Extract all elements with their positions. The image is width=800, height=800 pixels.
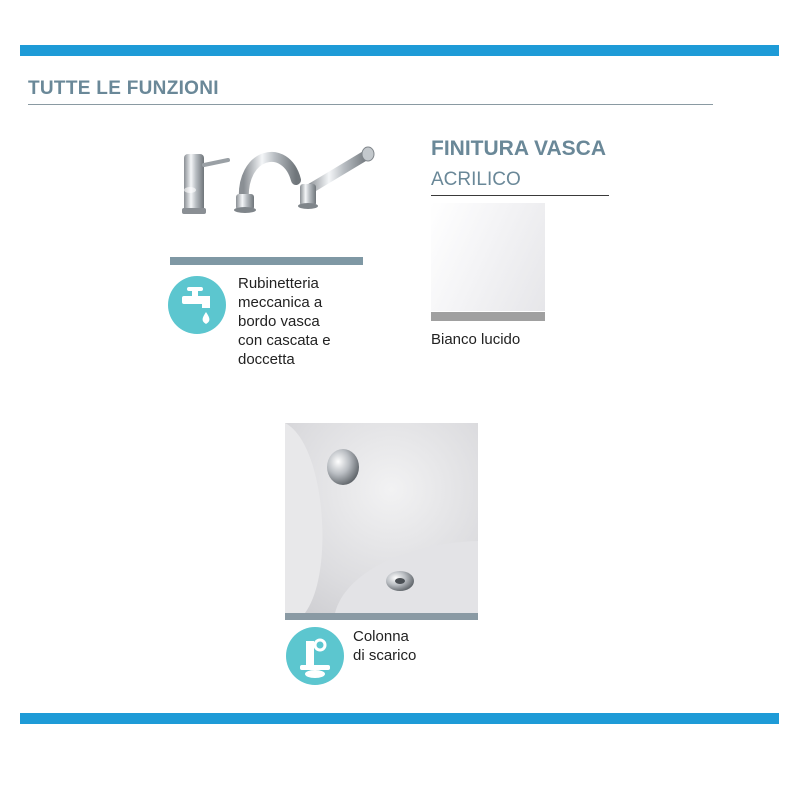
- drain-divider-bar: [285, 613, 478, 620]
- swatch-bar: [431, 312, 545, 321]
- caption-line: doccetta: [238, 351, 295, 368]
- drain-photo: [285, 423, 478, 613]
- finish-material: ACRILICO: [431, 169, 521, 190]
- finish-divider: [431, 195, 609, 196]
- finish-title: FINITURA VASCA: [431, 137, 606, 160]
- caption-line: Colonna: [353, 628, 409, 645]
- swatch-label: Bianco lucido: [431, 331, 521, 348]
- bottom-accent-bar: [20, 713, 779, 724]
- caption-line: meccanica a: [238, 294, 323, 311]
- caption-line: Rubinetteria: [238, 275, 319, 292]
- faucet-drop-icon: [168, 276, 226, 334]
- drain-feature-caption: [353, 627, 473, 665]
- caption-line: con cascata e: [238, 332, 331, 349]
- drain-column-icon: [286, 627, 344, 685]
- caption-line: bordo vasca: [238, 313, 320, 330]
- faucet-feature-caption: [238, 274, 358, 369]
- finish-swatch: [431, 203, 545, 311]
- faucet-set-image: [168, 132, 383, 222]
- section-title: TUTTE LE FUNZIONI: [28, 78, 219, 99]
- top-accent-bar: [20, 45, 779, 56]
- caption-line: di scarico: [353, 647, 417, 664]
- section-divider: [28, 104, 713, 105]
- feature-divider-bar: [170, 257, 363, 265]
